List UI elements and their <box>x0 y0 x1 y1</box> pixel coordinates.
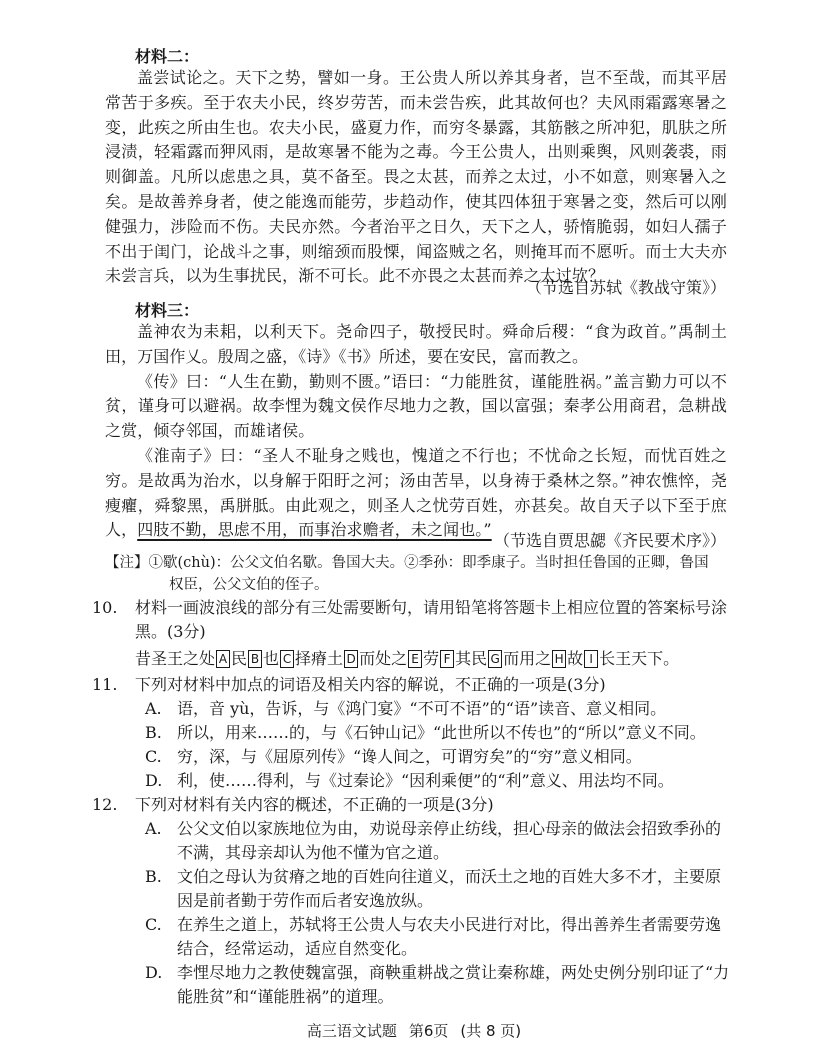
page-footer <box>0 1020 828 1041</box>
q10-segment: 劳 <box>423 649 440 668</box>
q10-segment: 也 <box>263 649 280 668</box>
option-letter: B. <box>145 723 162 742</box>
option-text: 文伯之母认为贫瘠之地的百姓向往道义，而沃土之地的百姓大多不才，主要原因是前者勤于劳作而后者安逸放纵。 <box>177 867 722 910</box>
material3-p2: 《传》曰：“人生在勤，勤则不匮。”语曰：“力能胜贫，谨能胜祸。”盖言勤力可以不贫，谨身可以避祸。故李悝为魏文侯作尽地力之教，国以富强；秦孝公用商君，急耕战之赏，倾夺邻国，而雄诸侯。 <box>105 371 727 441</box>
q10-segment: 而用之 <box>503 649 552 668</box>
material3-p3-underlined: 四肢不勤，思虑不用，而事治求赡者，未之闻也。” <box>137 520 492 540</box>
q10-segment: 其民 <box>455 649 488 668</box>
q10-box-G[interactable]: G <box>488 650 502 668</box>
q10-box-C[interactable]: C <box>280 650 294 668</box>
q11-option-B[interactable] <box>145 721 735 745</box>
question-11 <box>92 673 742 697</box>
option-text: 所以，用来……的，与《石钟山记》“此世所以不传也”的“所以”意义不同。 <box>177 723 706 742</box>
material3-passage <box>105 320 727 543</box>
q10-box-A[interactable]: A <box>216 650 230 668</box>
q10-segment: 民 <box>231 649 248 668</box>
footer-title: 高三语文试题 <box>306 1022 397 1040</box>
q10-box-F[interactable]: F <box>440 650 454 668</box>
option-text: 穷，深，与《屈原列传》“谗人间之，可谓穷矣”的“穷”意义相同。 <box>177 747 642 766</box>
q12-option-B[interactable] <box>145 865 735 913</box>
question-10 <box>92 596 742 644</box>
q11-option-D[interactable] <box>145 769 735 793</box>
q12-option-A[interactable] <box>145 817 735 865</box>
material3-source: （节选自贾思勰《齐民要术序》） <box>493 531 726 550</box>
option-letter: C. <box>145 915 162 934</box>
annotation-note <box>105 552 735 596</box>
question-11-number: 11. <box>92 675 118 694</box>
option-letter: A. <box>145 699 162 718</box>
q10-segment: 长王天下。 <box>599 649 680 668</box>
question-12-text: 下列对材料有关内容的概述，不正确的一项是(3分) <box>135 795 494 814</box>
question-10-number: 10. <box>92 598 118 617</box>
question-11-text: 下列对材料中加点的词语及相关内容的解说，不正确的一项是(3分) <box>135 675 606 694</box>
q10-box-B[interactable]: B <box>248 650 262 668</box>
material2-source: （节选自苏轼《教战守策》） <box>525 278 726 297</box>
q11-option-A[interactable] <box>145 697 735 721</box>
footer-page: 第6页 <box>408 1022 449 1040</box>
q11-option-C[interactable] <box>145 745 735 769</box>
material2-text: 盖尝试论之。天下之势，譬如一身。王公贵人所以养其身者，岂不至哉，而其平居常苦于多疾。至于农夫小民，终岁劳苦，而未尝告疾，此其故何也？夫风雨霜露寒暑之变，此疾之所由生也。农夫小民，盛夏力作，而穷冬暴露，其筋骸之所冲犯，肌肤之所浸渍，轻霜露而狎风雨，是故寒暑不能为之毒。今王公贵人，出则乘舆，风则袭裘，雨则御盖。凡所以虑患之具，莫不备至。畏之太甚，而养之太过，小不如意，则寒暑入之矣。是故善养身者，使之能逸而能劳，步趋动作，使其四体狃于寒暑之变，然后可以刚健强力，涉险而不伤。夫民亦然。今者治平之日久，天下之人，骄惰脆弱，如妇人孺子不出于闺门，论战斗之事，则缩颈而股慄，闻盗贼之名，则掩耳而不愿听。而士大夫亦未尝言兵，以为生事扰民，渐不可长。此不亦畏之太甚而养之太过欤？ <box>105 68 727 286</box>
q10-box-E[interactable]: E <box>408 650 422 668</box>
q10-sentence-line <box>135 646 679 672</box>
note-line2: 权臣，公父文伯的侄子。 <box>169 577 329 593</box>
material2-passage <box>105 66 727 289</box>
option-letter: D. <box>145 771 163 790</box>
option-letter: A. <box>145 819 162 838</box>
question-10-text: 材料一画波浪线的部分有三处需要断句，请用铅笔将答题卡上相应位置的答案标号涂黑。(3分) <box>135 598 728 641</box>
question-12-number: 12. <box>92 795 118 814</box>
question-12 <box>92 793 742 817</box>
option-text: 语，音 yù，告诉，与《鸿门宴》“不可不语”的“语”读音、意义相同。 <box>177 699 667 718</box>
footer-total: (共 8 页) <box>460 1022 522 1040</box>
q10-segment: 昔圣王之处 <box>135 649 216 668</box>
q10-box-D[interactable]: D <box>344 650 358 668</box>
q12-option-D[interactable] <box>145 961 735 1009</box>
option-letter: D. <box>145 963 163 982</box>
material2-title: 材料二： <box>135 47 200 66</box>
q10-segment: 故 <box>567 649 584 668</box>
material3-p1: 盖神农为耒耜，以利天下。尧命四子，敬授民时。舜命后稷：“食为政首。”禹制土田，万国作乂。殷周之盛，《诗》《书》所述，要在安民，富而教之。 <box>105 322 727 366</box>
option-text: 公父文伯以家族地位为由，劝说母亲停止纺线，担心母亲的做法会招致季孙的不满，其母亲却认为他不懂为官之道。 <box>177 819 722 862</box>
q10-segment: 而处之 <box>359 649 408 668</box>
material3-p3-main: 《淮南子》曰：“圣人不耻身之贱也，愧道之不行也；不忧命之长短，而忧百姓之穷。是故禹为治水，以身解于阳盱之河；汤由苦旱，以身祷于桑林之祭。”神农憔悴，尧瘦癯，舜黎黑，禹胼胝。由此观之，则圣人之忧劳百姓，亦甚矣。故自天子以下至于庶人， <box>105 445 727 540</box>
option-text: 利，使……得利，与《过秦论》“因利乘便”的“利”意义、用法均不同。 <box>177 771 674 790</box>
option-text: 李悝尽地力之教使魏富强，商鞅重耕战之赏让秦称雄，两处史例分别印证了“力能胜贫”和“谨能胜祸”的道理。 <box>177 963 730 1006</box>
note-line1: 【注】①歜(chù)：公父文伯名歜。鲁国大夫。②季孙：即季康子。当时担任鲁国的正卿，鲁国 <box>105 555 709 571</box>
q12-option-C[interactable] <box>145 913 735 961</box>
q10-segment: 择瘠土 <box>295 649 344 668</box>
option-letter: B. <box>145 867 162 886</box>
option-text: 在养生之道上，苏轼将王公贵人与农夫小民进行对比，得出善养生者需要劳逸结合，经常运动，适应自然变化。 <box>177 915 722 958</box>
material3-title: 材料三： <box>135 301 200 320</box>
q10-box-H[interactable]: H <box>552 650 566 668</box>
option-letter: C. <box>145 747 162 766</box>
q10-box-I[interactable]: I <box>584 650 598 668</box>
